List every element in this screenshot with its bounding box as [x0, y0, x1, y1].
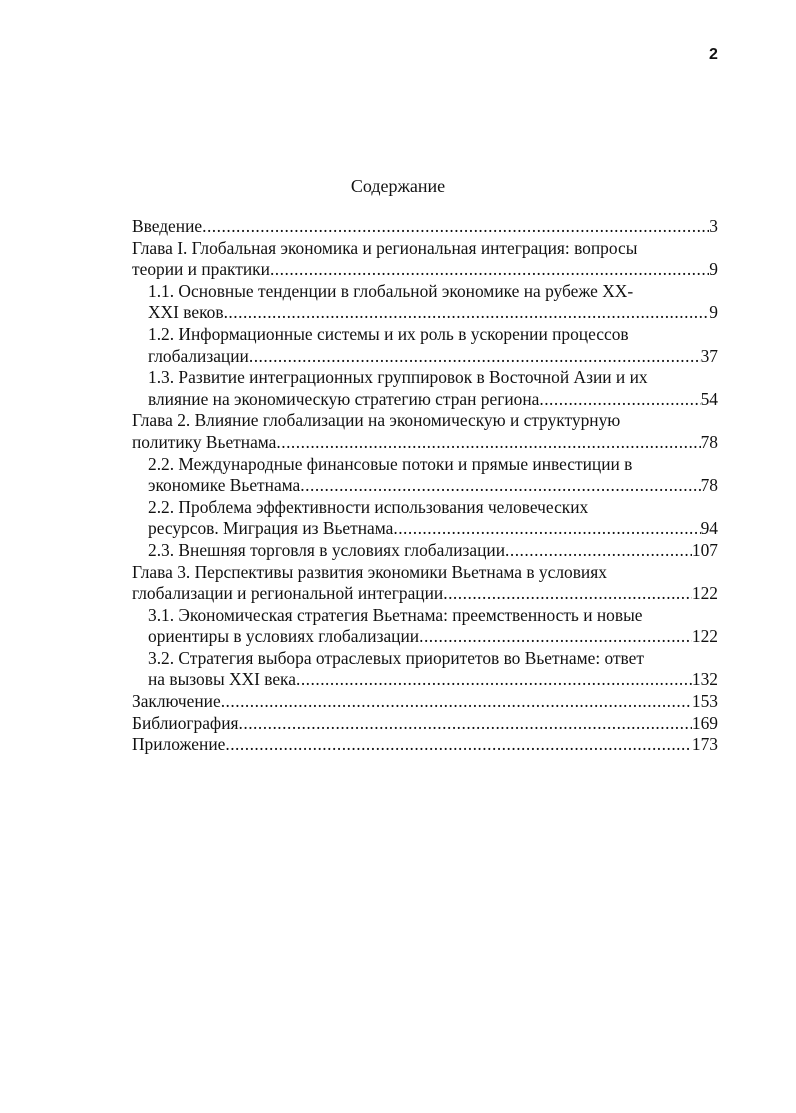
- toc-entry-introduction: [132, 216, 718, 238]
- toc-entry-section-2-3: [132, 540, 718, 562]
- toc-entry-text: экономике Вьетнама: [148, 475, 301, 496]
- dot-leader: [249, 346, 701, 368]
- toc-entry-section-1-3: [132, 367, 718, 410]
- dot-leader: [505, 540, 692, 562]
- toc-entry-last-line: [132, 583, 718, 605]
- toc-entry-text: ресурсов. Миграция из Вьетнама: [148, 518, 394, 539]
- dot-leader: [225, 734, 692, 756]
- toc-entry-text: влияние на экономическую стратегию стран региона: [148, 388, 540, 409]
- toc-entry-text: Приложение: [132, 734, 226, 755]
- dot-leader: [393, 518, 700, 540]
- toc-entry-last-line: [148, 475, 718, 497]
- toc-entry-text: теории и практики: [132, 259, 270, 280]
- toc-entry-last-line: [132, 734, 718, 756]
- toc-entry-text: Глава 2. Влияние глобализации на экономическую и структурную: [132, 410, 621, 431]
- toc-entry-text: Глава I. Глобальная экономика и региональная интеграция: вопросы: [132, 237, 638, 258]
- toc-entry-bibliography: [132, 713, 718, 735]
- toc-entry-page: 37: [700, 345, 718, 366]
- toc-entry-page: 9: [709, 259, 718, 280]
- dot-leader: [419, 626, 692, 648]
- toc-entry-text: 3.1. Экономическая стратегия Вьетнама: преемственность и новые: [148, 604, 643, 625]
- toc-entry-last-line: [148, 669, 718, 691]
- page-number: 2: [709, 46, 718, 63]
- toc-entry-section-2-2b: [132, 497, 718, 540]
- toc-entry-text: глобализации и региональной интеграции: [132, 583, 444, 604]
- toc-entry-text: Глава 3. Перспективы развития экономики Вьетнама в условиях: [132, 561, 607, 582]
- toc-entry-section-1-1: [132, 281, 718, 324]
- dot-leader: [224, 302, 710, 324]
- toc-entry-text: 1.2. Информационные системы и их роль в ускорении процессов: [148, 323, 629, 344]
- toc-entry-text: глобализации: [148, 345, 249, 366]
- toc-entry-last-line: [148, 518, 718, 540]
- toc-entry-page: 169: [691, 712, 718, 733]
- toc-entry-chapter-2: [132, 410, 718, 453]
- toc-entry-chapter-3: [132, 562, 718, 605]
- toc-entry-last-line: [148, 540, 718, 562]
- toc-title: Содержание: [350, 176, 446, 196]
- toc-entry-chapter-1: [132, 238, 718, 281]
- toc-entry-page: 9: [709, 302, 718, 323]
- toc-entry-text: Библиография: [132, 712, 239, 733]
- toc-entry-text: 2.3. Внешняя торговля в условиях глобализации: [148, 539, 506, 560]
- toc-entry-text: 3.2. Стратегия выбора отраслевых приоритетов во Вьетнаме: ответ: [148, 647, 644, 668]
- toc-entry-text: политику Вьетнама: [132, 431, 277, 452]
- dot-leader: [221, 691, 692, 713]
- dot-leader: [202, 216, 709, 238]
- toc-entry-page: 173: [691, 734, 718, 755]
- dot-leader: [296, 669, 692, 691]
- toc-entry-last-line: [132, 713, 718, 735]
- toc-entry-text: 1.3. Развитие интеграционных группировок в Восточной Азии и их: [148, 367, 648, 388]
- toc-entry-section-3-1: [132, 605, 718, 648]
- toc-entry-text: на вызовы XXI века: [148, 669, 296, 690]
- toc-entry-conclusion: [132, 691, 718, 713]
- toc-entry-last-line: [132, 691, 718, 713]
- toc-entry-text: 2.2. Проблема эффективности использования человеческих: [148, 496, 589, 517]
- toc-entry-page: 153: [691, 691, 718, 712]
- toc-entry-text: Заключение: [132, 691, 221, 712]
- toc-entry-last-line: [132, 432, 718, 454]
- toc-entry-page: 132: [691, 669, 718, 690]
- dot-leader: [539, 389, 700, 411]
- toc-entry-page: 54: [700, 388, 718, 409]
- toc-entry-text: 1.1. Основные тенденции в глобальной экономике на рубеже XX-: [148, 280, 634, 301]
- toc-entry-last-line: [132, 259, 718, 281]
- dot-leader: [443, 583, 692, 605]
- toc-entry-page: 107: [691, 539, 718, 560]
- toc-entry-appendix: [132, 734, 718, 756]
- toc-entry-last-line: [132, 216, 718, 238]
- dot-leader: [239, 713, 692, 735]
- toc-entry-page: 122: [691, 583, 718, 604]
- dot-leader: [300, 475, 700, 497]
- toc-entry-section-3-2: [132, 648, 718, 691]
- table-of-contents: [132, 216, 718, 756]
- toc-entry-last-line: [148, 346, 718, 368]
- toc-entry-text: XXI веков: [148, 302, 224, 323]
- toc-entry-last-line: [148, 626, 718, 648]
- dot-leader: [276, 432, 700, 454]
- toc-entry-page: 3: [709, 216, 718, 236]
- dot-leader: [270, 259, 709, 281]
- toc-entry-section-2-2a: [132, 454, 718, 497]
- toc-entry-page: 78: [700, 431, 718, 452]
- toc-entry-page: 78: [700, 475, 718, 496]
- toc-entry-page: 122: [691, 626, 718, 647]
- toc-entry-section-1-2: [132, 324, 718, 367]
- toc-entry-last-line: [148, 302, 718, 324]
- toc-entry-text: 2.2. Международные финансовые потоки и прямые инвестиции в: [148, 453, 633, 474]
- toc-entry-text: Введение: [132, 216, 203, 236]
- toc-entry-text: ориентиры в условиях глобализации: [148, 626, 420, 647]
- toc-entry-last-line: [148, 389, 718, 411]
- toc-entry-page: 94: [700, 518, 718, 539]
